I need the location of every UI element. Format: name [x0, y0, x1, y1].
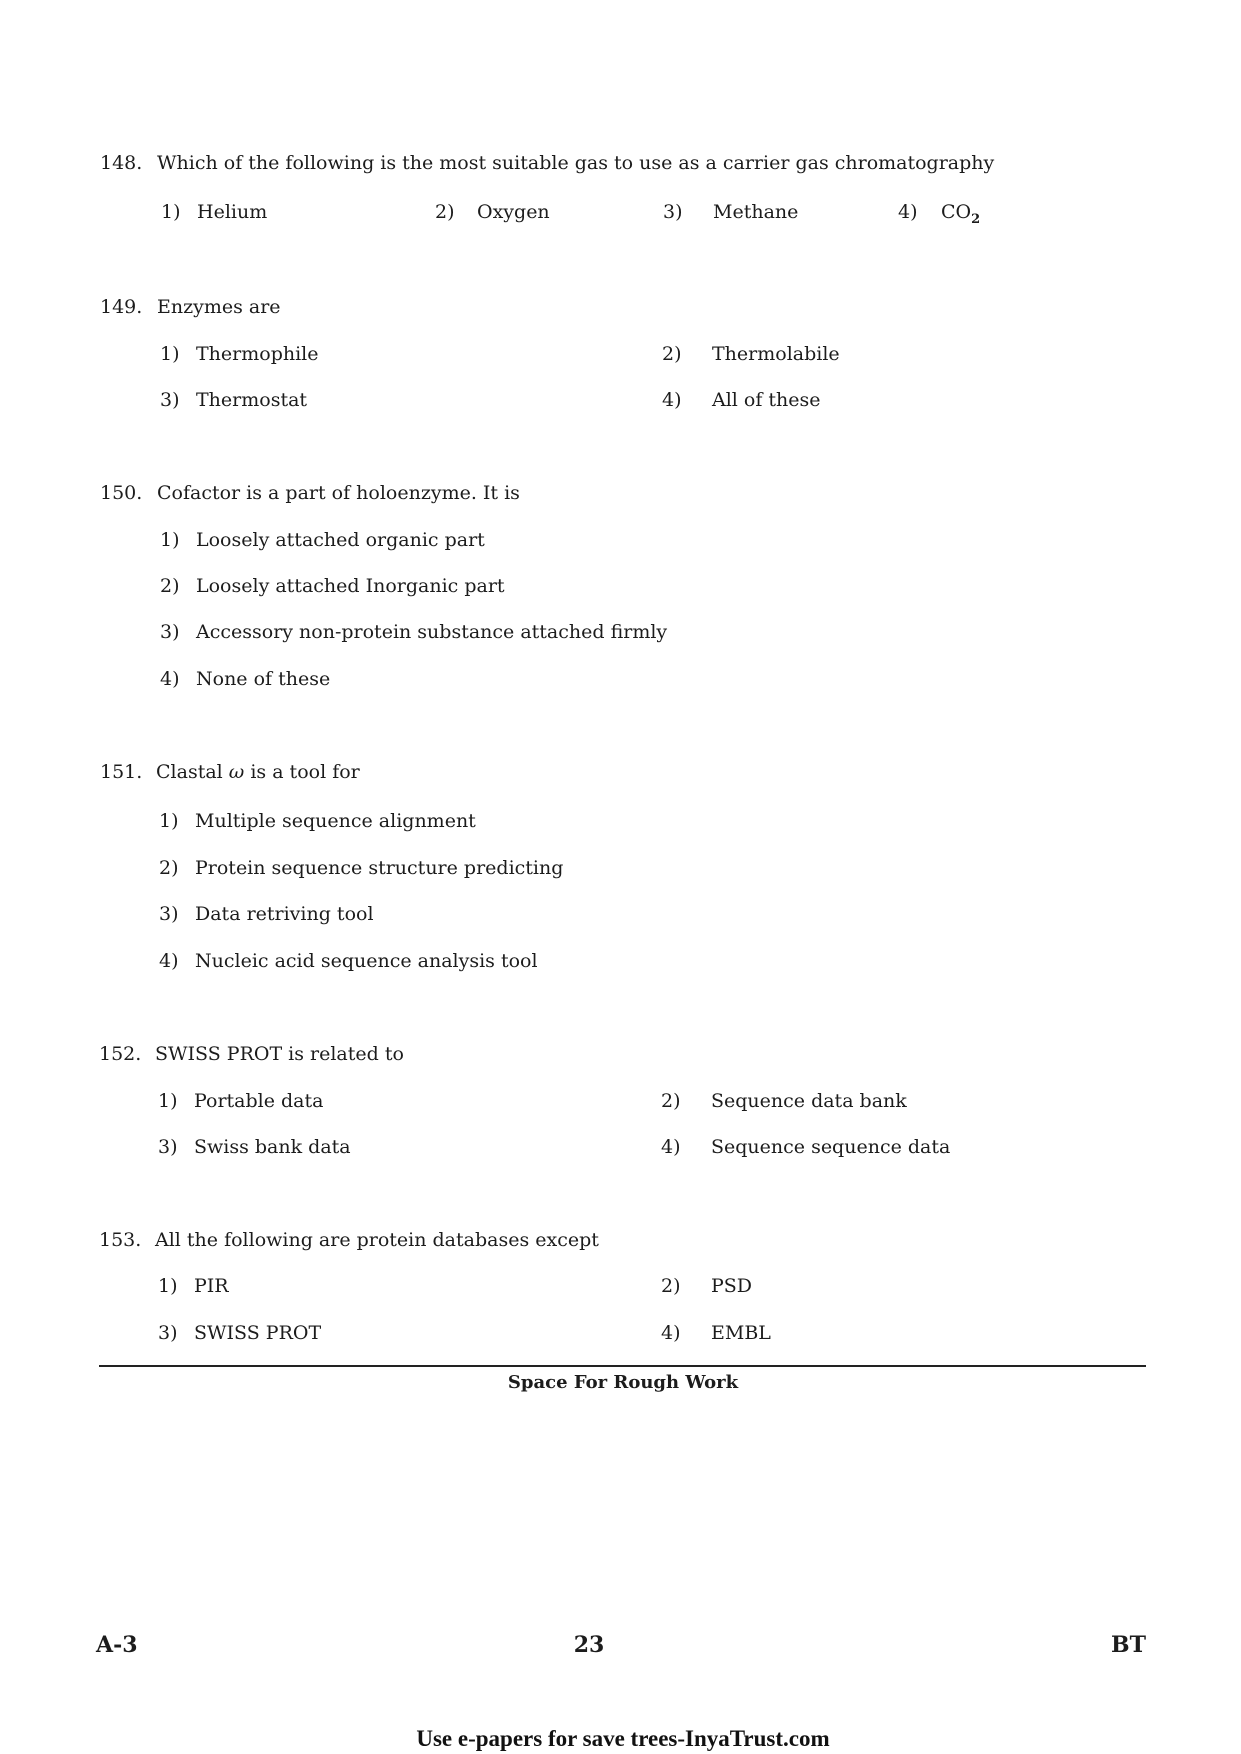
option-text: Loosely attached organic part: [196, 529, 485, 551]
question-text-end: is a tool for: [250, 761, 360, 783]
question-text: [156, 760, 360, 784]
question-number: 149.: [100, 296, 143, 318]
option-text: Thermophile: [196, 343, 319, 365]
option-label: 4): [661, 1322, 681, 1344]
option-text: All of these: [712, 389, 821, 411]
question-number: 153.: [99, 1229, 142, 1251]
option-text: PSD: [711, 1275, 753, 1297]
option-label: 4): [661, 1136, 681, 1158]
option-text: Sequence sequence data: [711, 1136, 951, 1158]
option-label: 2): [662, 343, 682, 365]
option-text: PIR: [194, 1275, 229, 1297]
option-label: 4): [160, 668, 180, 690]
option-label: 3): [159, 903, 179, 925]
option-label: 3): [160, 621, 180, 643]
option-label: 2): [661, 1090, 681, 1112]
option-label: 2): [661, 1275, 681, 1297]
question-text-start: Clastal: [156, 761, 223, 783]
option-text: Thermostat: [196, 389, 308, 411]
option-text: Thermolabile: [712, 343, 840, 365]
question-text: Cofactor is a part of holoenzyme. It is: [157, 482, 520, 504]
option-text: Methane: [713, 201, 799, 223]
option-label: 2): [160, 575, 180, 597]
chemical-formula: CO: [941, 201, 972, 223]
question-text: Enzymes are: [157, 296, 281, 318]
option-text: Sequence data bank: [711, 1090, 907, 1112]
option-text: Multiple sequence alignment: [195, 810, 476, 832]
option-text: None of these: [196, 668, 331, 690]
option-label: 1): [161, 201, 181, 223]
option-text: Swiss bank data: [194, 1136, 351, 1158]
question-number: 152.: [99, 1043, 142, 1065]
option-label: 2): [159, 857, 179, 879]
footer-page-number: 23: [573, 1632, 605, 1658]
option-text: Portable data: [194, 1090, 324, 1112]
question-number: 150.: [100, 482, 143, 504]
option-text: Data retriving tool: [195, 903, 374, 925]
question-number: 151.: [100, 761, 143, 783]
option-text: Loosely attached Inorganic part: [196, 575, 505, 597]
option-label: 3): [663, 201, 683, 223]
option-label: 4): [662, 389, 682, 411]
divider-line: [99, 1365, 1146, 1367]
option-label: 1): [158, 1090, 178, 1112]
option-label: 1): [158, 1275, 178, 1297]
option-text: Oxygen: [477, 201, 550, 223]
question-number: 148.: [100, 152, 143, 174]
question-text: Which of the following is the most suitable gas to use as a carrier gas chromatography: [157, 152, 995, 174]
option-text: Helium: [197, 201, 268, 223]
option-label: 3): [158, 1322, 178, 1344]
option-label: 1): [159, 810, 179, 832]
question-text: All the following are protein databases except: [155, 1229, 599, 1251]
option-label: 4): [159, 950, 179, 972]
bottom-note: Use e-papers for save trees-InyaTrust.com: [416, 1726, 830, 1751]
option-text: Nucleic acid sequence analysis tool: [195, 950, 538, 972]
option-label: 3): [158, 1136, 178, 1158]
option-label: 4): [898, 201, 918, 223]
option-text: Protein sequence structure predicting: [195, 857, 564, 879]
option-label: 1): [160, 343, 180, 365]
option-text: Accessory non-protein substance attached firmly: [196, 621, 668, 643]
footer-paper-code: A-3: [96, 1632, 138, 1658]
omega-symbol: ω: [228, 761, 245, 783]
option-text: [941, 200, 981, 227]
option-text: EMBL: [711, 1322, 771, 1344]
rough-work-heading: Space For Rough Work: [507, 1372, 739, 1393]
question-text: SWISS PROT is related to: [155, 1043, 404, 1065]
option-label: 2): [435, 201, 455, 223]
footer-subject-code: BT: [1111, 1632, 1146, 1658]
option-label: 1): [160, 529, 180, 551]
option-label: 3): [160, 389, 180, 411]
option-text: SWISS PROT: [194, 1322, 322, 1344]
subscript: 2: [971, 212, 981, 227]
